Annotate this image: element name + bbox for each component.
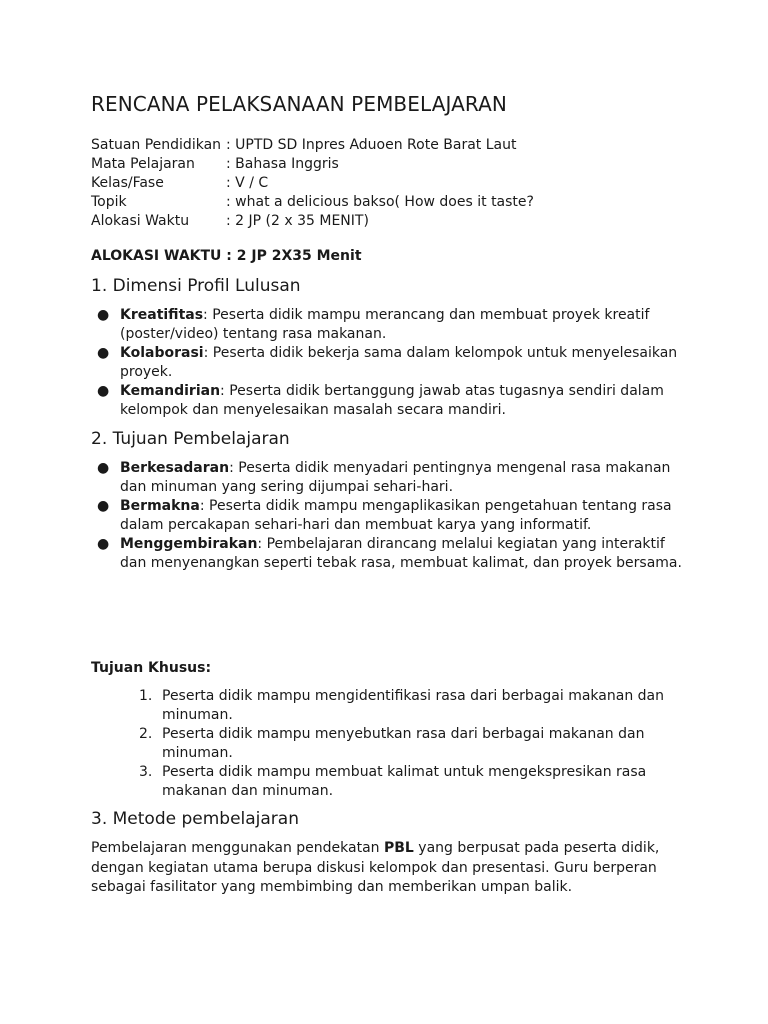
dimensi-list [91, 306, 691, 420]
alokasi-waktu-line: ALOKASI WAKTU : 2 JP 2X35 Menit [91, 248, 362, 264]
meta-row-alokasi [91, 212, 711, 231]
meta-label: Alokasi Waktu [91, 213, 190, 229]
tujuan-list [91, 459, 691, 573]
meta-row-topik [91, 193, 711, 212]
section-heading-dimensi: 1. Dimensi Profil Lulusan [91, 276, 301, 296]
item-text: : Peserta didik mampu merancang dan membuat proyek kreatif (poster/video) tentang rasa makanan. [120, 307, 650, 342]
metode-paragraph [91, 839, 681, 898]
tujuan-khusus-heading: Tujuan Khusus: [91, 660, 212, 676]
list-item [91, 687, 691, 725]
item-text: : Peserta didik bekerja sama dalam kelompok untuk menyelesaikan proyek. [120, 345, 678, 380]
bullet-icon: ● [97, 345, 110, 361]
item-term: Menggembirakan [120, 536, 258, 552]
identity-table [91, 136, 711, 231]
list-item [91, 535, 691, 573]
list-item [91, 459, 691, 497]
item-number: 2. [139, 726, 153, 742]
para-text-bold: PBL [383, 840, 414, 856]
bullet-icon: ● [97, 307, 110, 323]
item-text: : Peserta didik menyadari pentingnya mengenal rasa makanan dan minuman yang sering dijumpai sehari-hari. [120, 460, 671, 495]
meta-value: : V / C [226, 175, 269, 191]
list-item [91, 497, 691, 535]
list-item [91, 344, 691, 382]
bullet-icon: ● [97, 460, 110, 476]
meta-label: Satuan Pendidikan [91, 137, 222, 153]
meta-value: : what a delicious bakso( How does it taste? [226, 194, 534, 210]
para-text-before: Pembelajaran menggunakan pendekatan [91, 840, 384, 856]
bullet-icon: ● [97, 536, 110, 552]
meta-value: : Bahasa Inggris [226, 156, 339, 172]
list-item [91, 725, 691, 763]
item-term: Kolaborasi [120, 345, 204, 361]
item-text: Peserta didik mampu mengidentifikasi rasa dari berbagai makanan dan minuman. [162, 688, 664, 723]
item-term: Kreatifitas [120, 307, 204, 323]
item-text: : Peserta didik mampu mengaplikasikan pengetahuan tentang rasa dalam percakapan sehari-hari dan membuat karya yang informatif. [120, 498, 672, 533]
list-item [91, 763, 691, 801]
section-heading-metode: 3. Metode pembelajaran [91, 809, 299, 829]
item-term: Bermakna [120, 498, 200, 514]
list-item [91, 382, 691, 420]
item-term: Berkesadaran [120, 460, 230, 476]
list-item [91, 306, 691, 344]
meta-value: : UPTD SD Inpres Aduoen Rote Barat Laut [226, 137, 517, 153]
bullet-icon: ● [97, 498, 110, 514]
para-text-after: yang berpusat pada peserta didik, dengan kegiatan utama berupa diskusi kelompok dan presentasi. Guru berperan sebagai fasilitator yang membimbing dan memberikan umpan balik. [91, 840, 660, 895]
meta-row-kelas [91, 174, 711, 193]
meta-label: Mata Pelajaran [91, 156, 195, 172]
meta-row-mapel [91, 155, 711, 174]
item-text: : Peserta didik bertanggung jawab atas tugasnya sendiri dalam kelompok dan menyelesaikan masalah secara mandiri. [120, 383, 664, 418]
meta-label: Kelas/Fase [91, 175, 164, 191]
tujuan-khusus-list [91, 687, 691, 801]
item-term: Kemandirian [120, 383, 221, 399]
section-heading-tujuan: 2. Tujuan Pembelajaran [91, 429, 290, 449]
meta-value: : 2 JP (2 x 35 MENIT) [226, 213, 369, 229]
meta-row-satuan [91, 136, 711, 155]
item-text: : Pembelajaran dirancang melalui kegiatan yang interaktif dan menyenangkan seperti tebak rasa, membuat kalimat, dan proyek bersama. [120, 536, 682, 571]
meta-label: Topik [91, 194, 127, 210]
bullet-icon: ● [97, 383, 110, 399]
item-number: 3. [139, 764, 153, 780]
document-title: RENCANA PELAKSANAAN PEMBELAJARAN [91, 92, 507, 116]
item-number: 1. [139, 688, 153, 704]
item-text: Peserta didik mampu menyebutkan rasa dari berbagai makanan dan minuman. [162, 726, 645, 761]
item-text: Peserta didik mampu membuat kalimat untuk mengekspresikan rasa makanan dan minuman. [162, 764, 647, 799]
